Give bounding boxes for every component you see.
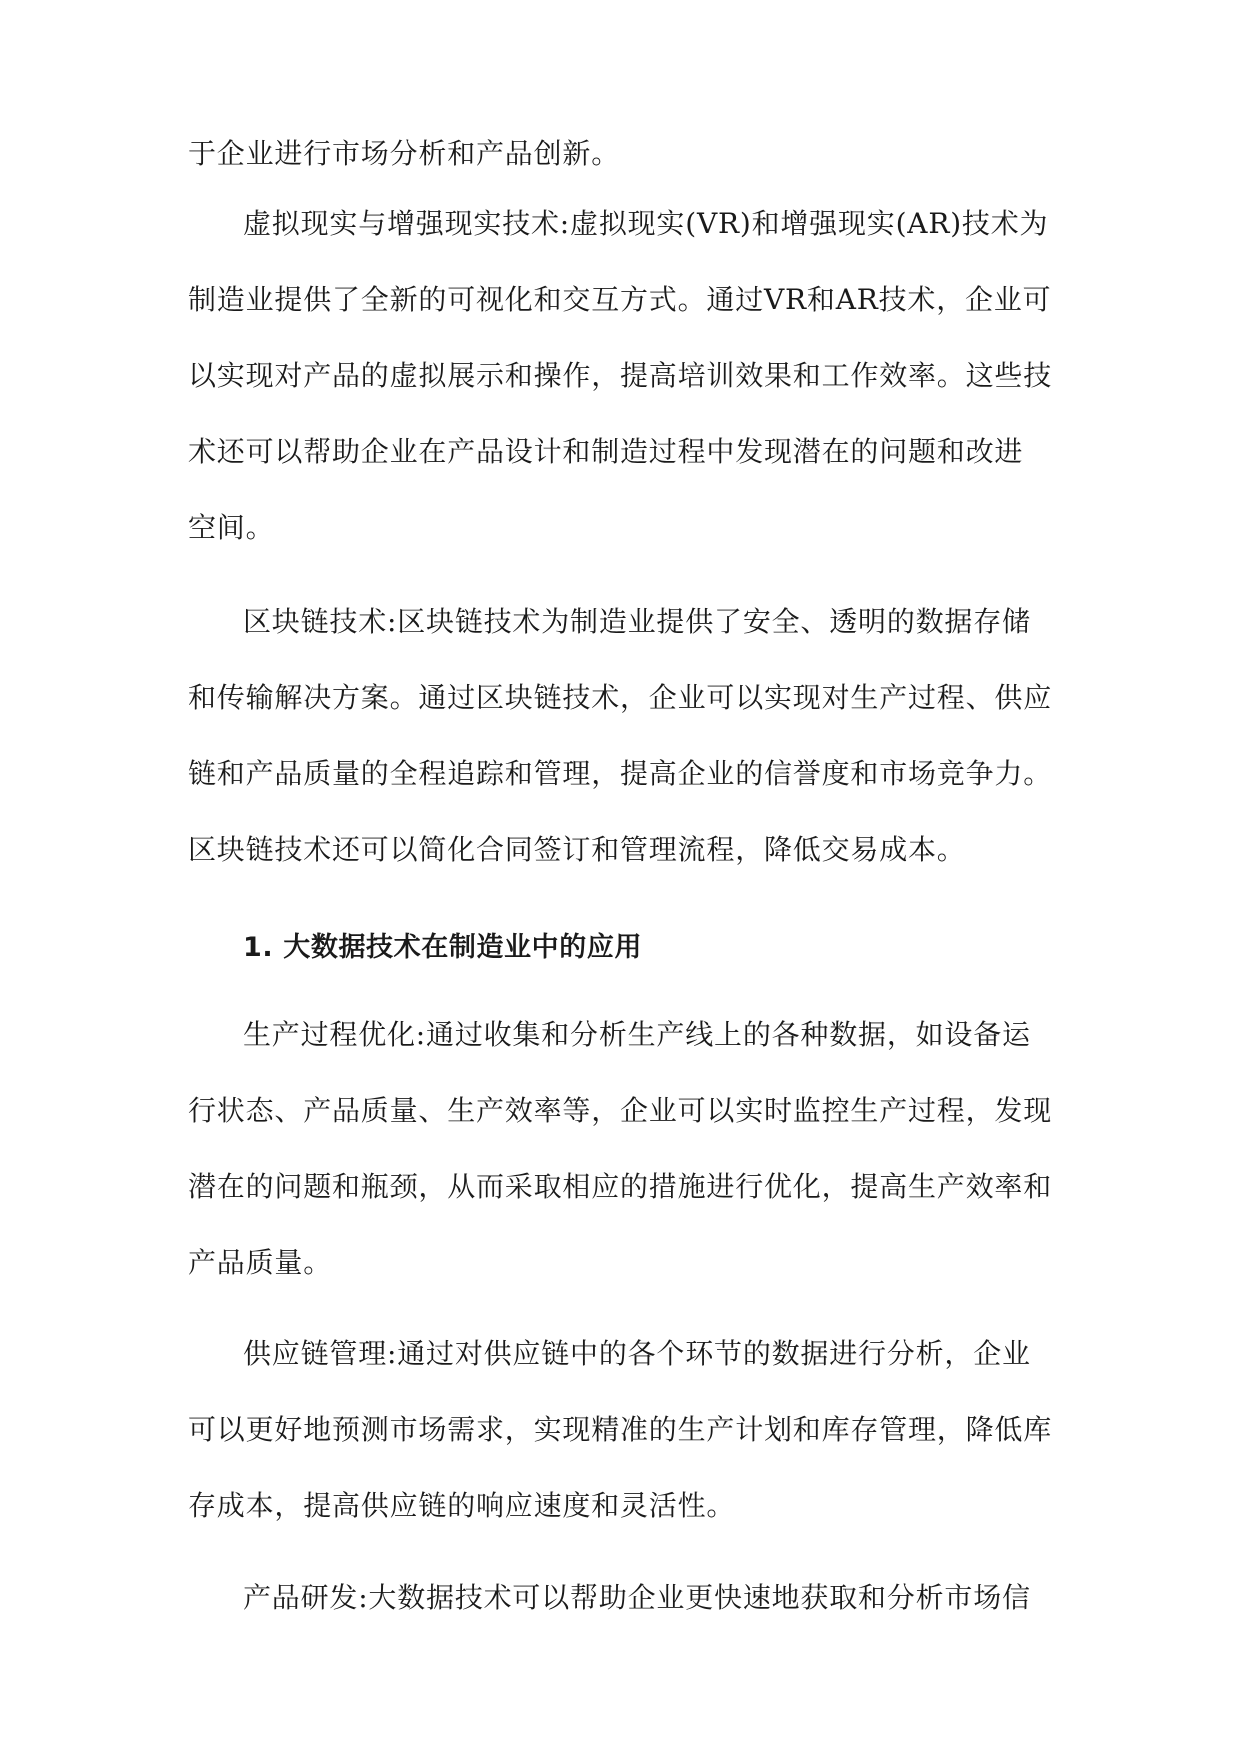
- paragraph-line: 和传输解决方案。通过区块链技术，企业可以实现对生产过程、供应: [188, 681, 1053, 714]
- paragraph-line: 行状态、产品质量、生产效率等，企业可以实时监控生产过程，发现: [188, 1094, 1053, 1127]
- paragraph-line: 空间。: [188, 511, 275, 544]
- paragraph-supply-chain: [188, 1316, 1054, 1544]
- paragraph-line: 供应链管理:通过对供应链中的各个环节的数据进行分析，企业: [243, 1337, 1031, 1370]
- paragraph-intro-fragment: [188, 116, 1054, 192]
- paragraph-line: 区块链技术:区块链技术为制造业提供了安全、透明的数据存储: [243, 605, 1031, 638]
- paragraph-line: 以实现对产品的虚拟展示和操作，提高培训效果和工作效率。这些技: [188, 359, 1053, 392]
- paragraph-line: 链和产品质量的全程追踪和管理，提高企业的信誉度和市场竞争力。: [188, 757, 1053, 790]
- paragraph-blockchain: [188, 584, 1054, 888]
- paragraph-line: 制造业提供了全新的可视化和交互方式。通过VR和AR技术，企业可: [188, 283, 1052, 316]
- section-heading: 1. 大数据技术在制造业中的应用: [243, 932, 643, 963]
- paragraph-product-rd: [188, 1560, 1054, 1636]
- paragraph-line: 虚拟现实与增强现实技术:虚拟现实(VR)和增强现实(AR)技术为: [243, 207, 1049, 240]
- paragraph-line: 术还可以帮助企业在产品设计和制造过程中发现潜在的问题和改进: [188, 435, 1024, 468]
- paragraph-line: 生产过程优化:通过收集和分析生产线上的各种数据，如设备运: [243, 1018, 1031, 1051]
- paragraph-line: 区块链技术还可以简化合同签订和管理流程，降低交易成本。: [188, 833, 966, 866]
- paragraph-line: 产品研发:大数据技术可以帮助企业更快速地获取和分析市场信: [243, 1581, 1031, 1614]
- paragraph-line: 于企业进行市场分析和产品创新。: [188, 137, 621, 170]
- paragraph-line: 可以更好地预测市场需求，实现精准的生产计划和库存管理，降低库: [188, 1413, 1053, 1446]
- paragraph-line: 产品质量。: [188, 1246, 333, 1279]
- paragraph-production-optimization: [188, 997, 1054, 1301]
- paragraph-vr-ar: [188, 186, 1054, 566]
- paragraph-line: 存成本，提高供应链的响应速度和灵活性。: [188, 1489, 736, 1522]
- paragraph-line: 潜在的问题和瓶颈，从而采取相应的措施进行优化，提高生产效率和: [188, 1170, 1053, 1203]
